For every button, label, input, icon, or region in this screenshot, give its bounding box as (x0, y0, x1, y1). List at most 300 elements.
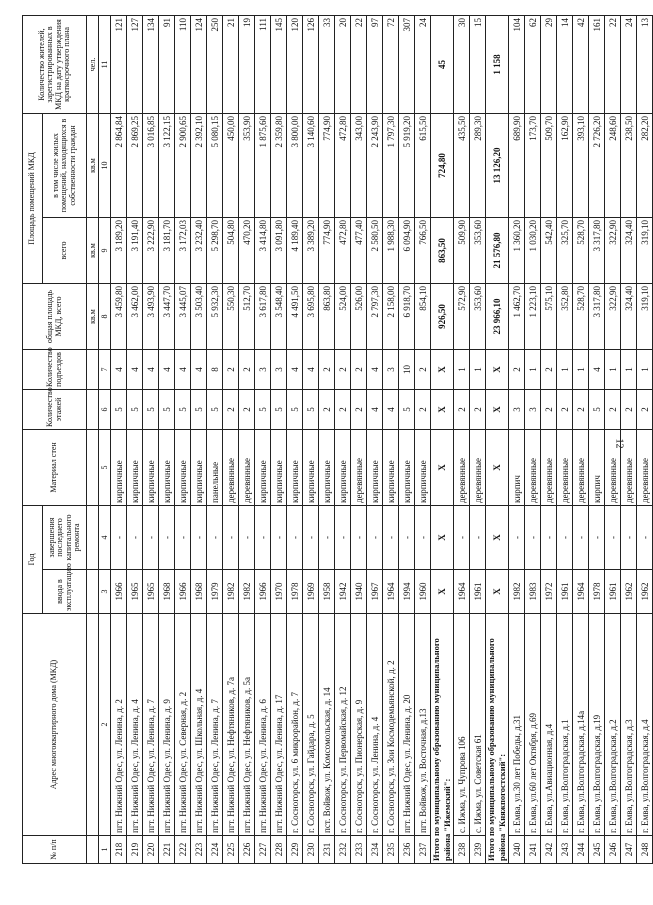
table-cell: 528,70 (573, 217, 589, 283)
table-cell: 230 (303, 836, 319, 864)
table-cell: г. Емва, ул.60 лет Октября, д.69 (525, 614, 541, 836)
table-cell: 2 580,50 (367, 217, 383, 283)
table-cell: - (573, 505, 589, 569)
table-cell: 225 (223, 836, 239, 864)
table-cell: 3 191,40 (127, 217, 143, 283)
table-cell: 5 (399, 389, 415, 429)
table-cell: 33 (319, 15, 335, 113)
table-cell: 2 (541, 349, 557, 389)
table-cell: 221 (159, 836, 175, 864)
table-cell: - (143, 505, 159, 569)
table-cell: 1960 (415, 570, 431, 614)
table-cell: пгт. Нижний Одес, ул. Ленина, д. 7 (143, 614, 159, 836)
table-cell: 3 181,70 (159, 217, 175, 283)
table-cell: деревянные (470, 429, 486, 505)
table-cell: - (454, 505, 470, 569)
table-cell: г. Сосногорск, ул. Гайдара, д. 5 (303, 614, 319, 836)
table-row (573, 15, 589, 863)
page-number: 12 (613, 438, 625, 449)
table-row (399, 15, 415, 863)
table-cell: 472,80 (335, 217, 351, 283)
mkd-table (22, 15, 653, 864)
table-cell: 5 (255, 389, 271, 429)
table-row (287, 15, 303, 863)
table-cell: пгт. Нижний Одес, ул. Ленина, д. 6 (255, 614, 271, 836)
table-cell: 2 869,25 (127, 113, 143, 217)
column-numbers-row (99, 15, 111, 863)
table-cell: 5 (589, 389, 605, 429)
table-cell: 1 (470, 349, 486, 389)
table-cell: 1965 (143, 570, 159, 614)
table-cell: 245 (589, 836, 605, 864)
table-row (335, 15, 351, 863)
table-row (415, 15, 431, 863)
table-cell: 353,90 (239, 113, 255, 217)
table-cell: 2 (223, 349, 239, 389)
table-cell: деревянные (637, 429, 653, 505)
total-row (486, 15, 509, 863)
table-cell: деревянные (557, 429, 573, 505)
table-cell: пгт. Нижний Одес, ул. Ленина, д. 4 (127, 614, 143, 836)
table-cell: 854,10 (415, 283, 431, 349)
table-cell: 162,90 (557, 113, 573, 217)
header-premises-group: Площадь помещений МКД (23, 113, 43, 283)
table-cell: 393,10 (573, 113, 589, 217)
table-cell: 2 (541, 389, 557, 429)
table-cell: 7 (99, 349, 111, 389)
table-cell: 223 (191, 836, 207, 864)
table-row (525, 15, 541, 863)
table-cell: - (191, 505, 207, 569)
table-cell: 228 (271, 836, 287, 864)
table-cell (87, 429, 99, 505)
table-cell: 615,50 (415, 113, 431, 217)
table-cell: 240 (509, 836, 525, 864)
table-cell: 3 695,80 (303, 283, 319, 349)
table-cell: 1982 (223, 570, 239, 614)
table-cell: 24 (415, 15, 431, 113)
table-cell: 1979 (207, 570, 223, 614)
table-cell: 5 919,20 (399, 113, 415, 217)
table-cell: 289,30 (470, 113, 486, 217)
table-cell: 2 900,65 (175, 113, 191, 217)
table-cell: 1966 (175, 570, 191, 614)
table-cell: 1982 (509, 570, 525, 614)
table-cell: 4 (303, 349, 319, 389)
table-row (255, 15, 271, 863)
table-cell: 324,40 (621, 283, 637, 349)
table-cell: пгт. Нижний Одес, ул. Школьная, д. 4 (191, 614, 207, 836)
table-cell: кирпичные (415, 429, 431, 505)
table-cell: пгт. Нижний Одес, ул. Ленина, д. 9 (159, 614, 175, 836)
table-cell: 10 (399, 349, 415, 389)
table-cell: 352,80 (557, 283, 573, 349)
table-cell: г. Сосногорск, ул. Первомайская, д. 12 (335, 614, 351, 836)
table-cell: пгт. Нижний Одес, ул. Ленина, д. 7 (207, 614, 223, 836)
table-cell: 450,00 (223, 113, 239, 217)
table-cell: пгт. Нижний Одес, ул. Северная, д. 2 (175, 614, 191, 836)
table-cell: 5 (111, 389, 127, 429)
table-cell: 244 (573, 836, 589, 864)
table-cell: 1964 (454, 570, 470, 614)
table-cell: 1970 (271, 570, 287, 614)
table-cell: 247 (621, 836, 637, 864)
header-premises-owned: в том числе жилых помещений, находящихся в собственности граждан (43, 113, 87, 217)
table-cell: деревянные (223, 429, 239, 505)
table-cell: 1967 (367, 570, 383, 614)
table-cell: 1982 (239, 570, 255, 614)
table-cell: 3 (509, 389, 525, 429)
table-cell: - (470, 505, 486, 569)
table-cell: кирпичные (255, 429, 271, 505)
table-cell: кирпичные (111, 429, 127, 505)
table-cell: деревянные (239, 429, 255, 505)
table-row (383, 15, 399, 863)
table-row (541, 15, 557, 863)
table-cell: 572,90 (454, 283, 470, 349)
table-cell: 3 800,00 (287, 113, 303, 217)
table-cell: 13 126,20 (486, 113, 509, 217)
table-cell: 1 (573, 349, 589, 389)
table-cell: 126 (303, 15, 319, 113)
table-cell: пгт. Войвож, ул. Восточная, д.13 (415, 614, 431, 836)
table-cell: X (486, 570, 509, 614)
table-cell: 5 932,30 (207, 283, 223, 349)
table-cell: 3 (271, 349, 287, 389)
table-cell: 3 447,70 (159, 283, 175, 349)
table-cell: чел. (87, 15, 99, 113)
table-cell: X (431, 429, 454, 505)
table-cell: 15 (470, 15, 486, 113)
table-cell: 322,90 (605, 283, 621, 349)
table-cell: 2 243,90 (367, 113, 383, 217)
table-cell: 3 091,80 (271, 217, 287, 283)
table-cell: 2 (99, 614, 111, 836)
table-cell: X (431, 349, 454, 389)
table-cell: 232 (335, 836, 351, 864)
table-cell: 4 (111, 349, 127, 389)
table-cell: 524,00 (335, 283, 351, 349)
table-cell: 2 797,30 (367, 283, 383, 349)
table-cell: 2 (454, 389, 470, 429)
table-cell: 509,70 (541, 113, 557, 217)
table-cell: 1968 (159, 570, 175, 614)
table-cell: 238 (454, 836, 470, 864)
table-row (509, 15, 525, 863)
table-cell: деревянные (525, 429, 541, 505)
table-cell: 5 (127, 389, 143, 429)
table-cell: 242 (541, 836, 557, 864)
table-cell: 233 (351, 836, 367, 864)
table-cell: 6 918,70 (399, 283, 415, 349)
table-cell: 120 (287, 15, 303, 113)
table-cell: 3 445,07 (175, 283, 191, 349)
table-cell: 2 392,10 (191, 113, 207, 217)
table-row (470, 15, 486, 863)
table-cell: 1968 (191, 570, 207, 614)
table-cell: 62 (525, 15, 541, 113)
table-cell: 2 (470, 389, 486, 429)
table-cell: 2 (415, 389, 431, 429)
table-cell: - (111, 505, 127, 569)
table-cell: г. Сосногорск, ул. 6 микрорайон, д. 7 (287, 614, 303, 836)
table-cell: 1 (621, 349, 637, 389)
table-cell: 11 (99, 15, 111, 113)
table-cell: 324,40 (621, 217, 637, 283)
table-cell: 173,70 (525, 113, 541, 217)
table-cell: 1 158 (486, 15, 509, 113)
table-cell: 4 (367, 389, 383, 429)
table-cell: 4 (127, 349, 143, 389)
table-cell: кирпич (589, 429, 605, 505)
table-cell: кв.м (87, 217, 99, 283)
table-cell: г. Емва, ул.30 лет Победы, д.31 (509, 614, 525, 836)
table-cell: кв.м (87, 113, 99, 217)
table-cell: 72 (383, 15, 399, 113)
table-cell: 5 (99, 429, 111, 505)
table-cell: 2 (557, 389, 573, 429)
table-cell: - (255, 505, 271, 569)
table-cell: 4 (383, 389, 399, 429)
table-cell: 4 (99, 505, 111, 569)
table-cell: 1958 (319, 570, 335, 614)
table-cell: 1 (605, 349, 621, 389)
table-cell (87, 570, 99, 614)
table-cell: 1962 (621, 570, 637, 614)
table-cell: 220 (143, 836, 159, 864)
table-cell: 2 (319, 389, 335, 429)
table-cell: 3 232,40 (191, 217, 207, 283)
table-cell: 1978 (287, 570, 303, 614)
table-row (207, 15, 223, 863)
table-cell: 4 (589, 349, 605, 389)
table-cell: - (127, 505, 143, 569)
table-cell: 124 (191, 15, 207, 113)
table-cell: 42 (573, 15, 589, 113)
table-cell: 4 (143, 349, 159, 389)
table-cell: с. Ижма, ул. Советская 61 (470, 614, 486, 836)
table-cell: 2 (605, 389, 621, 429)
table-cell: 248 (637, 836, 653, 864)
table-cell (87, 349, 99, 389)
table-row (111, 15, 127, 863)
table-cell: 477,40 (351, 217, 367, 283)
table-cell: 237 (415, 836, 431, 864)
table-cell: 766,50 (415, 217, 431, 283)
table-cell: X (486, 349, 509, 389)
table-cell: 504,80 (223, 217, 239, 283)
table-cell: 2 (239, 389, 255, 429)
table-cell: 5 (303, 389, 319, 429)
table-cell: 2 (335, 349, 351, 389)
table-cell: кирпичные (335, 429, 351, 505)
table-cell: 1 875,60 (255, 113, 271, 217)
table-cell: г. Емва, ул.Авиационная, д.4 (541, 614, 557, 836)
table-cell: пст. Войвож, ул. Комсомольская, д. 14 (319, 614, 335, 836)
table-cell: 307 (399, 15, 415, 113)
table-cell: пгт. Нижний Одес, ул. Ленина, д. 2 (111, 614, 127, 836)
table-cell (87, 505, 99, 569)
table-cell: 3 389,20 (303, 217, 319, 283)
table-cell: - (637, 505, 653, 569)
table-row (351, 15, 367, 863)
table-cell: 104 (509, 15, 525, 113)
table-cell: 231 (319, 836, 335, 864)
table-cell: 4 (191, 349, 207, 389)
table-cell: 8 (207, 349, 223, 389)
table-cell: Итого по муниципальному образованию муниципального района "Княжпогостский": (486, 614, 509, 864)
table-cell: 5 (143, 389, 159, 429)
table-cell: - (509, 505, 525, 569)
table-cell: 1 360,20 (509, 217, 525, 283)
table-body (87, 15, 653, 863)
table-cell: 1940 (351, 570, 367, 614)
header-year-built: ввода в эксплуатацию (43, 570, 87, 614)
table-cell: кирпичные (287, 429, 303, 505)
table-cell: 1965 (127, 570, 143, 614)
table-cell: 774,90 (319, 113, 335, 217)
table-row (319, 15, 335, 863)
table-cell: панельные (207, 429, 223, 505)
table-cell: 322,90 (605, 217, 621, 283)
table-cell: X (486, 505, 509, 569)
table-cell: 325,70 (557, 217, 573, 283)
table-cell: 229 (287, 836, 303, 864)
table-cell: 235 (383, 836, 399, 864)
table-cell: 343,00 (351, 113, 367, 217)
table-cell: 550,30 (223, 283, 239, 349)
table-cell: 3 462,00 (127, 283, 143, 349)
table-cell: деревянные (351, 429, 367, 505)
table-cell: 2 (415, 349, 431, 389)
table-cell: - (525, 505, 541, 569)
table-cell: 3 (383, 349, 399, 389)
table-row (191, 15, 207, 863)
table-cell: 30 (454, 15, 470, 113)
table-cell: 5 (287, 389, 303, 429)
table-cell: 218 (111, 836, 127, 864)
table-cell: X (431, 505, 454, 569)
table-cell: 9 (99, 217, 111, 283)
table-cell: 575,10 (541, 283, 557, 349)
table-row (143, 15, 159, 863)
table-cell: 1 (637, 349, 653, 389)
table-row (367, 15, 383, 863)
table-cell: 1 (454, 349, 470, 389)
table-cell: кирпич (509, 429, 525, 505)
table-cell: 5 (159, 389, 175, 429)
table-cell: 1962 (637, 570, 653, 614)
table-cell: - (319, 505, 335, 569)
table-cell: X (431, 389, 454, 429)
table-cell: 248,60 (605, 113, 621, 217)
table-cell: 2 (621, 389, 637, 429)
table-cell: 219 (127, 836, 143, 864)
table-cell: 1 797,30 (383, 113, 399, 217)
table-cell: - (287, 505, 303, 569)
table-cell: 3 459,80 (111, 283, 127, 349)
table-cell: Итого по муниципальному образованию муниципального района "Ижемский": (431, 614, 454, 864)
table-cell: кирпичные (191, 429, 207, 505)
table-cell: 2 (319, 349, 335, 389)
table-cell: 45 (431, 15, 454, 113)
table-cell: 4 491,50 (287, 283, 303, 349)
table-cell: 24 (621, 15, 637, 113)
table-cell: 1983 (525, 570, 541, 614)
table-cell: 1 223,10 (525, 283, 541, 349)
table-cell: X (486, 429, 509, 505)
table-cell: 4 189,40 (287, 217, 303, 283)
table-cell: 542,40 (541, 217, 557, 283)
table-cell: 470,20 (239, 217, 255, 283)
table-cell: 111 (255, 15, 271, 113)
table-cell: 3 548,40 (271, 283, 287, 349)
table-cell: - (557, 505, 573, 569)
table-cell: 250 (207, 15, 223, 113)
table-cell: кирпичные (399, 429, 415, 505)
header-address: Адрес многоквартирного дома (МКД) (23, 614, 87, 836)
table-cell: 29 (541, 15, 557, 113)
table-cell: кирпичные (383, 429, 399, 505)
table-cell: деревянные (621, 429, 637, 505)
table-cell: 2 (239, 349, 255, 389)
table-cell: 10 (99, 113, 111, 217)
table-cell: кирпичные (127, 429, 143, 505)
table-cell: 528,70 (573, 283, 589, 349)
table-cell: - (223, 505, 239, 569)
table-cell: 1961 (605, 570, 621, 614)
table-row (589, 15, 605, 863)
table-cell: 20 (335, 15, 351, 113)
header-total-area: общая площадь МКД, всего (23, 283, 87, 349)
table-row (637, 15, 653, 863)
table-row (621, 15, 637, 863)
table-cell: - (207, 505, 223, 569)
table-cell: 4 (159, 349, 175, 389)
table-cell (87, 836, 99, 864)
table-cell: 3 503,40 (191, 283, 207, 349)
table-cell: 1 (525, 349, 541, 389)
header-n: № п/п (23, 836, 87, 864)
table-cell: г. Емва, ул.Волгоградская, д.1 (557, 614, 573, 836)
table-cell: 1 988,30 (383, 217, 399, 283)
table-cell: 689,90 (509, 113, 525, 217)
table-cell: 3 (99, 570, 111, 614)
table-cell: 121 (111, 15, 127, 113)
table-cell: 2 (351, 349, 367, 389)
table-row (605, 15, 621, 863)
table-cell: кирпичные (367, 429, 383, 505)
table-cell: 353,60 (470, 217, 486, 283)
header-floors: Количество этажей (23, 389, 87, 429)
table-cell: 8 (99, 283, 111, 349)
table-cell: 3 172,03 (175, 217, 191, 283)
table-cell: кирпичные (319, 429, 335, 505)
table-cell: - (605, 505, 621, 569)
table-cell: 353,60 (470, 283, 486, 349)
table-cell: 91 (159, 15, 175, 113)
table-cell: г. Емва, ул.Волгоградская, д.14а (573, 614, 589, 836)
table-cell: X (431, 570, 454, 614)
table-cell: - (239, 505, 255, 569)
table-cell: 319,10 (637, 217, 653, 283)
rotated-page (22, 16, 650, 864)
table-cell: 3 317,80 (589, 217, 605, 283)
table-cell: 3 140,60 (303, 113, 319, 217)
table-row (223, 15, 239, 863)
table-cell: 234 (367, 836, 383, 864)
table-cell: 3 189,20 (111, 217, 127, 283)
